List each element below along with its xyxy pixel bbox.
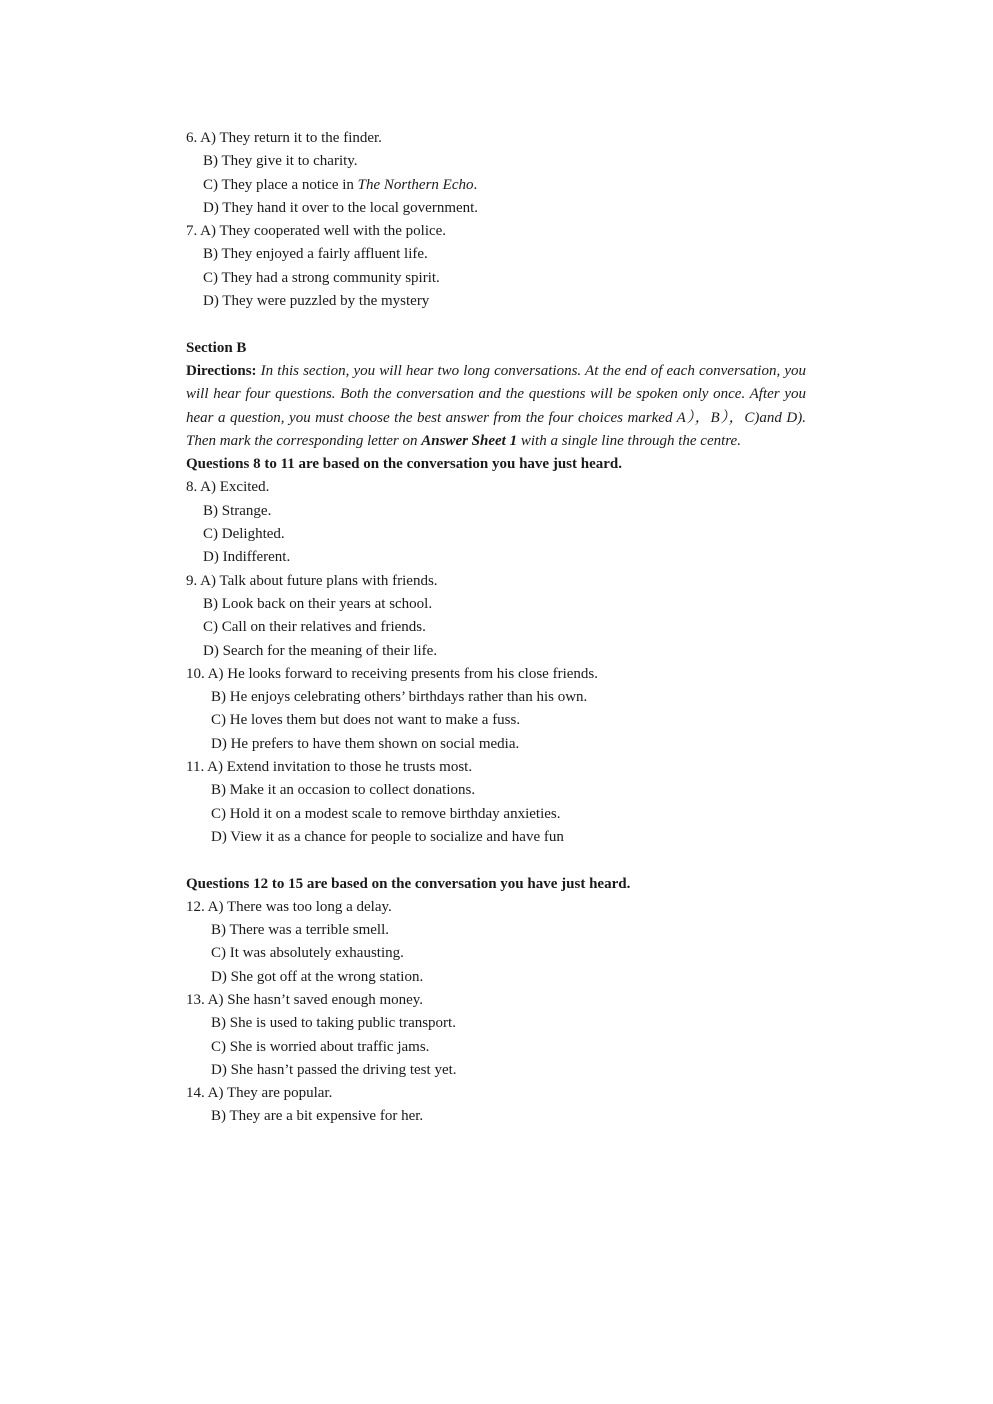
- q10-option-d: D) He prefers to have them shown on social media.: [211, 735, 520, 752]
- group1-heading: Questions 8 to 11 are based on the conversation you have just heard.: [186, 456, 622, 473]
- q9-option-a: 9. A) Talk about future plans with friends.: [186, 572, 438, 589]
- exam-page: [186, 127, 806, 1129]
- q9-option-c: C) Call on their relatives and friends.: [203, 619, 426, 636]
- q6-option-c-text: C) They place a notice in: [203, 176, 358, 193]
- section-b-heading: Section B: [186, 339, 247, 356]
- directions-text-2: with a single line through the centre.: [517, 432, 741, 449]
- q9-option-b: B) Look back on their years at school.: [203, 595, 433, 612]
- q8-option-a: 8. A) Excited.: [186, 479, 270, 496]
- q13-option-a: 13. A) She hasn’t saved enough money.: [186, 991, 424, 1008]
- q9-option-d: D) Search for the meaning of their life.: [203, 642, 438, 659]
- q11-option-b: B) Make it an occasion to collect donations.: [211, 782, 476, 799]
- answer-sheet-label: Answer Sheet 1: [421, 432, 518, 449]
- q6-option-c: [186, 174, 806, 197]
- q12-option-b: B) There was a terrible smell.: [211, 922, 389, 939]
- q13-option-c: C) She is worried about traffic jams.: [211, 1038, 430, 1055]
- q13-option-b: B) She is used to taking public transport.: [211, 1015, 456, 1032]
- q8-option-b: B) Strange.: [203, 502, 272, 519]
- spacer: [186, 313, 806, 336]
- q13-option-d: D) She hasn’t passed the driving test yet.: [211, 1061, 457, 1078]
- q11-option-d: D) View it as a chance for people to socialize and have fun: [211, 828, 564, 845]
- q7-option-b: B) They enjoyed a fairly affluent life.: [203, 246, 428, 263]
- spacer: [186, 849, 806, 872]
- q6-option-d: D) They hand it over to the local government.: [203, 199, 479, 216]
- q11-option-a: 11. A) Extend invitation to those he trusts most.: [186, 759, 473, 776]
- q7-option-a: 7. A) They cooperated well with the police.: [186, 223, 447, 240]
- directions-label: Directions:: [186, 362, 257, 379]
- q8-option-c: C) Delighted.: [203, 526, 285, 543]
- q6-option-c-end: .: [473, 176, 478, 193]
- q7-option-d: D) They were puzzled by the mystery: [203, 293, 430, 310]
- q10-option-a: 10. A) He looks forward to receiving presents from his close friends.: [186, 665, 598, 682]
- q14-option-b: B) They are a bit expensive for her.: [211, 1108, 424, 1125]
- q10-option-b: B) He enjoys celebrating others’ birthdays rather than his own.: [211, 689, 588, 706]
- q8-option-d: D) Indifferent.: [203, 549, 291, 566]
- section-b-directions: [186, 360, 806, 453]
- q14-option-a: 14. A) They are popular.: [186, 1085, 333, 1102]
- q6-option-b: B) They give it to charity.: [203, 153, 358, 170]
- directions-text-1: In this section, you will hear two long conversations. At the end of each conversation, you will hear four questions. Both the conversation and the questions will be spoken only once. After you hear a question, you must choose the best answer from the four choices marked A），B），C)and D). Then mark the corresponding letter on: [186, 362, 806, 449]
- q10-option-c: C) He loves them but does not want to make a fuss.: [211, 712, 521, 729]
- q12-option-a: 12. A) There was too long a delay.: [186, 898, 392, 915]
- q12-option-c: C) It was absolutely exhausting.: [211, 945, 404, 962]
- q12-option-d: D) She got off at the wrong station.: [211, 968, 424, 985]
- group2-heading: Questions 12 to 15 are based on the conversation you have just heard.: [186, 875, 631, 892]
- q6-option-a: 6. A) They return it to the finder.: [186, 130, 382, 146]
- newspaper-title: The Northern Echo: [357, 176, 474, 193]
- q11-option-c: C) Hold it on a modest scale to remove birthday anxieties.: [211, 805, 561, 822]
- q7-option-c: C) They had a strong community spirit.: [203, 269, 440, 286]
